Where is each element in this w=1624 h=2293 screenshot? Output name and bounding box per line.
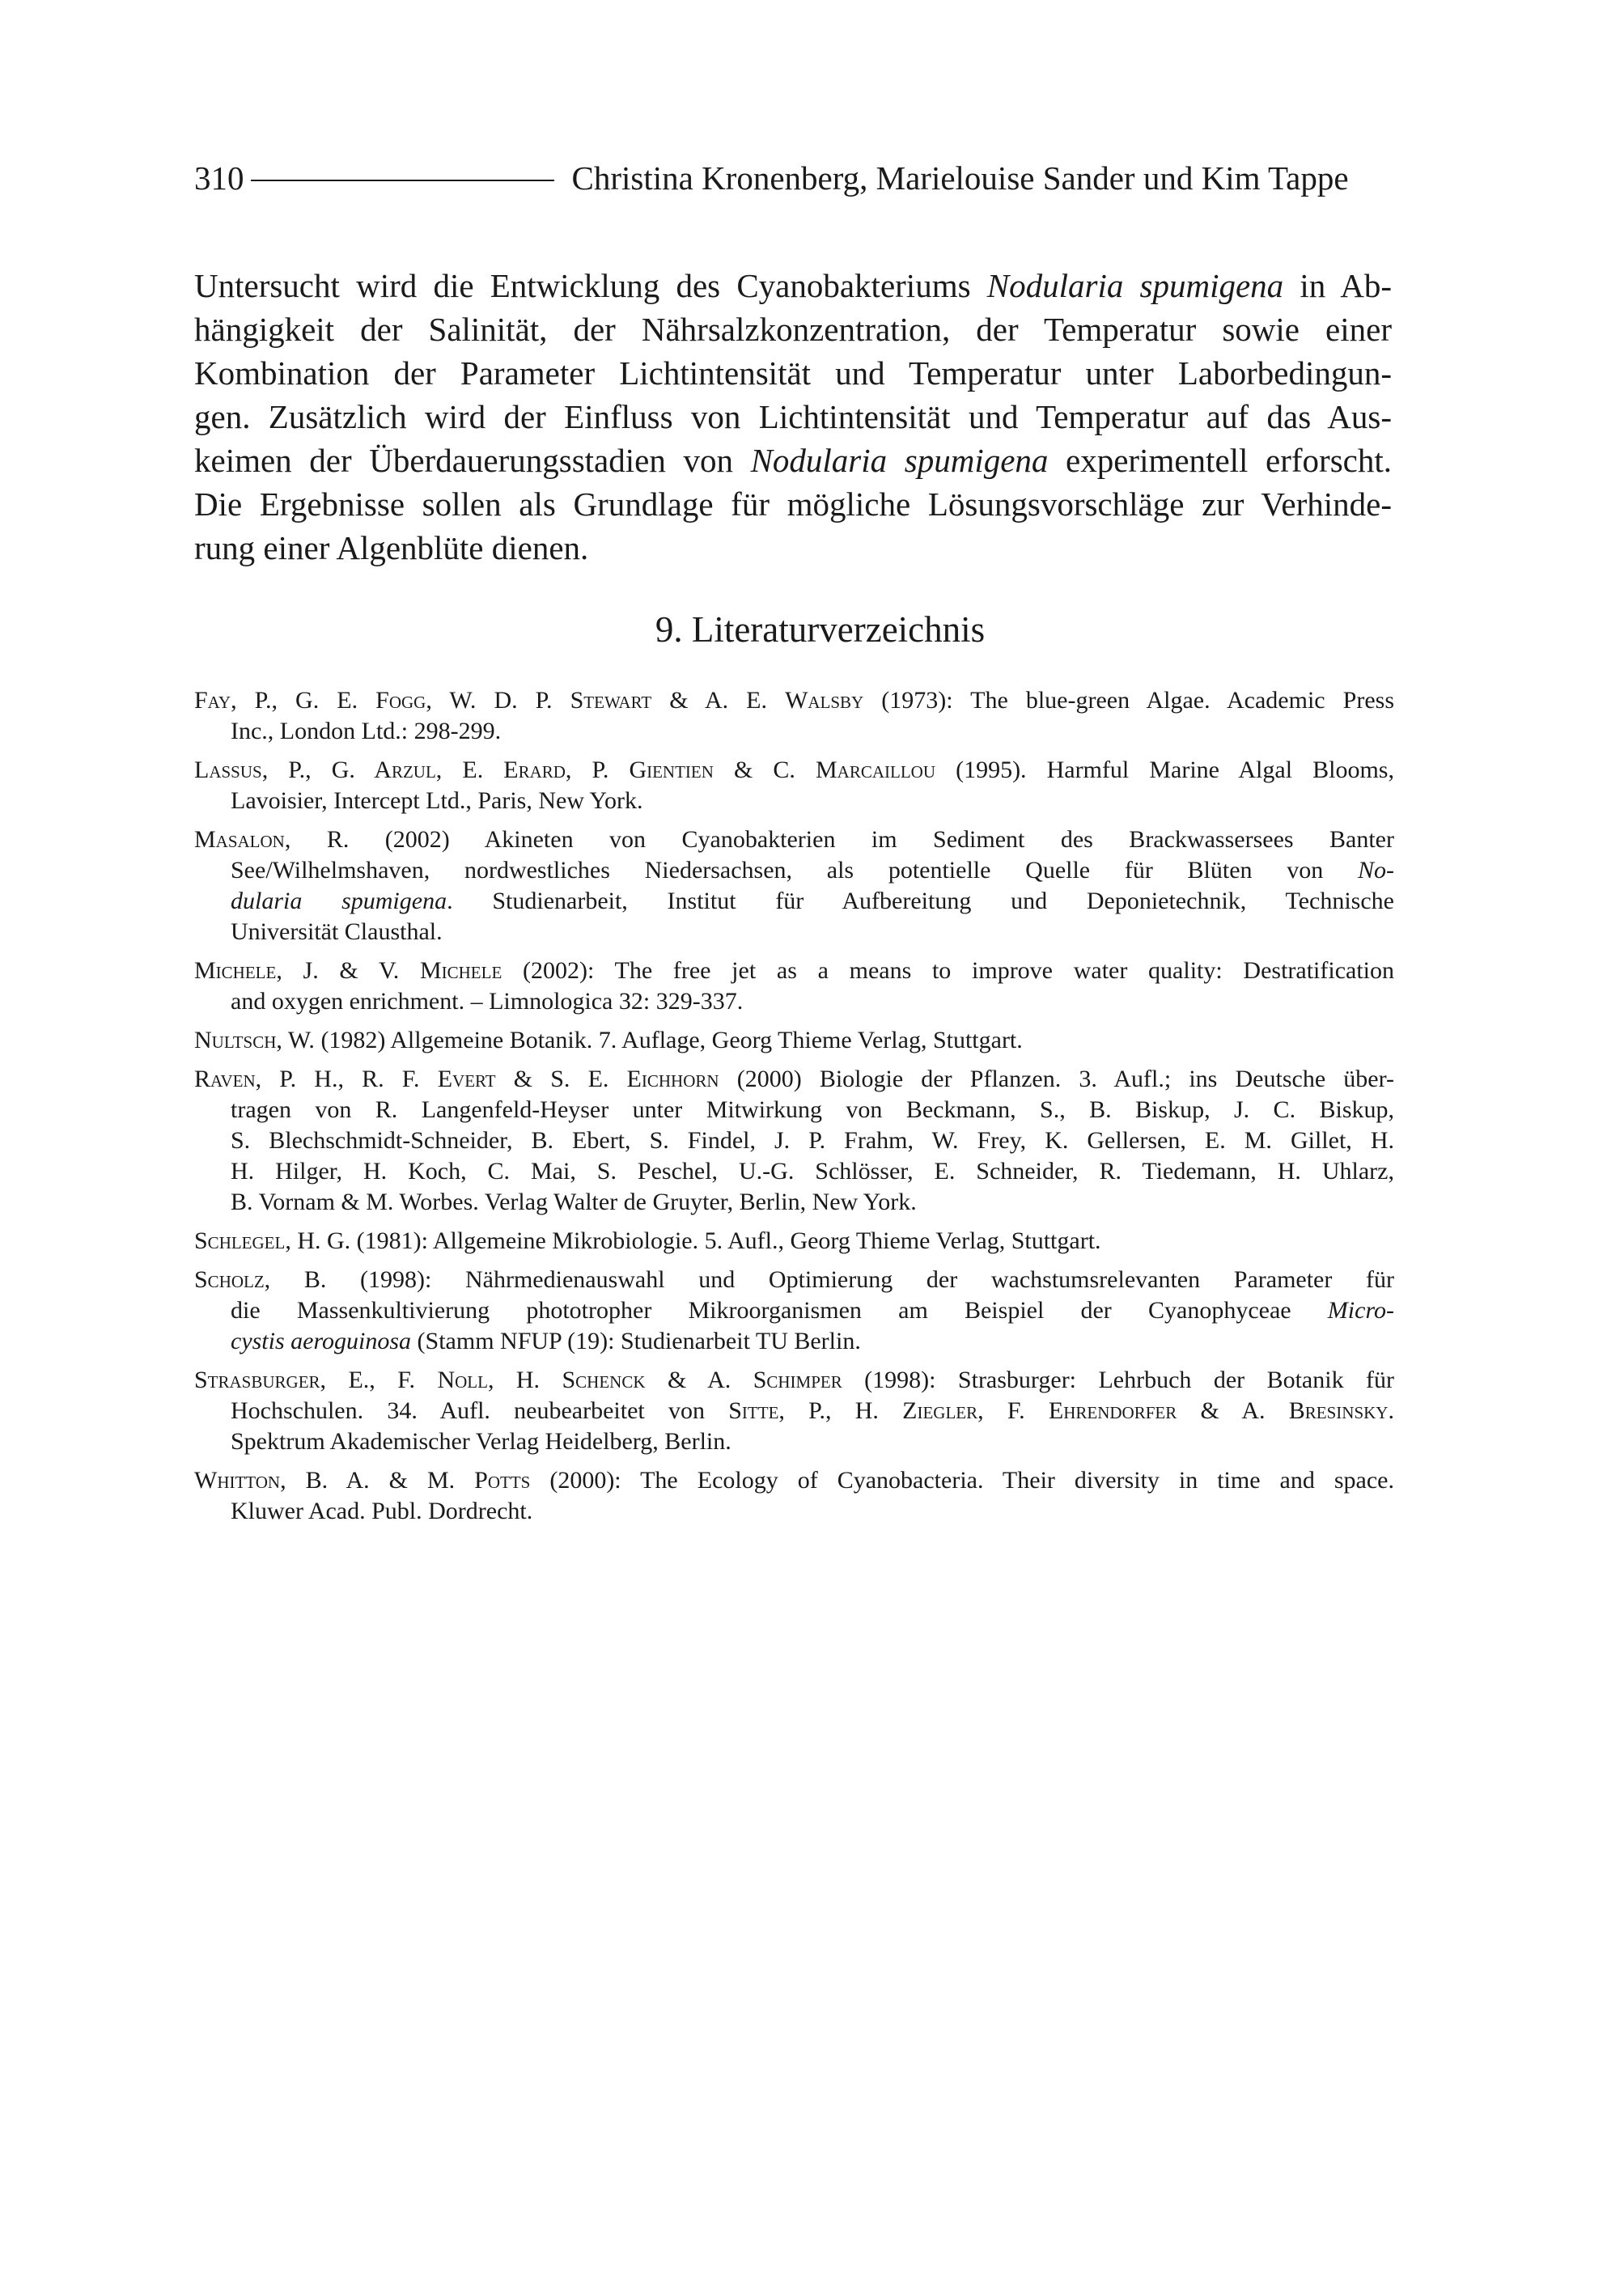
reference-text: (1981): Allgemeine Mikrobiologie. 5. Aufl., Georg Thieme Verlag, Stuttgart. (350, 1227, 1101, 1254)
reference-text: (2000) Biologie der Pflanzen. 3. Aufl.; ins Deutsche über- (719, 1066, 1394, 1092)
reference-text: (Stamm NFUP (19): Studienarbeit TU Berlin. (411, 1328, 861, 1354)
reference-text: & M. (369, 1467, 475, 1494)
author-names: Nultsch, W. (194, 1027, 315, 1053)
reference-text: . Studienarbeit, Institut für Aufbereitung und Deponietechnik, Technische (447, 888, 1394, 914)
reference-line (194, 1064, 1394, 1095)
reference-line (231, 855, 1394, 886)
reference-line (194, 1465, 1394, 1496)
reference-line (194, 685, 1394, 716)
reference-text: (2000): The Ecology of Cyanobacteria. Their diversity in time and space. (530, 1467, 1394, 1494)
reference-text: . (1388, 1397, 1394, 1424)
reference-text: (1998): Strasburger: Lehrbuch der Botanik für (842, 1367, 1394, 1393)
author-names: Michele (419, 957, 502, 984)
author-names: Bresinsky (1288, 1397, 1389, 1424)
reference-entry (194, 755, 1394, 816)
reference-text: B. Vornam & M. Worbes. Verlag Walter de Gruyter, Berlin, New York. (231, 1189, 917, 1215)
body-text-run: in Ab- (1283, 267, 1392, 304)
reference-line (194, 956, 1394, 986)
reference-entry (194, 824, 1394, 947)
body-text-run: keimen der Überdauerungsstadien von (194, 442, 751, 479)
reference-line (231, 917, 1394, 947)
reference-line (231, 986, 1394, 1017)
author-names: Sitte, P., H. Ziegler, F. Ehrendorfer (728, 1397, 1177, 1424)
reference-line (231, 716, 1394, 747)
body-text-run: rung einer Algenblüte dienen. (194, 529, 589, 566)
italic-title: Micro- (1327, 1297, 1394, 1324)
body-text-run: Kombination der Parameter Lichtintensität und Temperatur unter Laborbedingun- (194, 354, 1392, 392)
species-name: Nodularia spumigena (750, 442, 1049, 479)
reference-line (231, 1426, 1394, 1457)
reference-text: & S. E. (495, 1066, 627, 1092)
reference-entry (194, 1064, 1394, 1218)
reference-entry (194, 1025, 1394, 1056)
body-text-run: Die Ergebnisse sollen als Grundlage für mögliche Lösungsvorschläge zur Verhinde- (194, 485, 1392, 523)
reference-text: Hochschulen. 34. Aufl. neubearbeitet von (231, 1397, 729, 1424)
reference-text: H. Hilger, H. Koch, C. Mai, S. Peschel, U.-G. Schlösser, E. Schneider, R. Tiedemann, H. Uhlarz, (231, 1158, 1394, 1185)
reference-line (194, 1265, 1394, 1295)
reference-text: (2002): The free jet as a means to improve water quality: Destratification (502, 957, 1395, 984)
page-header (194, 159, 1392, 197)
reference-list (194, 685, 1395, 1535)
reference-text: & A. (645, 1367, 753, 1393)
reference-text: Lavoisier, Intercept Ltd., Paris, New York. (231, 787, 643, 814)
reference-text: & A. (1177, 1397, 1289, 1424)
reference-line (231, 1396, 1394, 1426)
reference-line (231, 1156, 1394, 1187)
reference-text: (1982) Allgemeine Botanik. 7. Auflage, Georg Thieme Verlag, Stuttgart. (314, 1027, 1023, 1053)
author-names: Raven, P. H., R. F. Evert (194, 1066, 496, 1092)
author-names: Eichhorn (626, 1066, 719, 1092)
reference-entry (194, 1365, 1394, 1457)
reference-entry (194, 1465, 1394, 1527)
body-line (194, 264, 1392, 307)
page-number: 310 (194, 159, 244, 197)
running-title: Christina Kronenberg, Marielouise Sander und Kim Tappe (571, 159, 1349, 197)
reference-line (194, 824, 1394, 855)
author-names: Masalon, R. (194, 826, 350, 853)
reference-text: & A. E. (651, 687, 786, 714)
author-names: Walsby (785, 687, 864, 714)
author-names: Lassus, P., G. Arzul, E. Erard, P. Gientien (194, 757, 714, 783)
reference-line (194, 1025, 1394, 1056)
reference-text: & V. (318, 957, 420, 984)
reference-text: tragen von R. Langenfeld-Heyser unter Mitwirkung von Beckmann, S., B. Biskup, J. C. Biskup, (231, 1096, 1394, 1123)
author-names: Michele, J. (194, 957, 319, 984)
reference-text: (1998): Nährmedienauswahl und Optimierung der wachstumsrelevanten Parameter für (326, 1266, 1395, 1293)
italic-title: dularia spumigena (231, 888, 447, 914)
reference-text: S. Blechschmidt-Schneider, B. Ebert, S. Findel, J. P. Frahm, W. Frey, K. Gellersen, E. M. Gillet, H. (231, 1127, 1394, 1154)
body-line (194, 526, 1392, 570)
reference-text: (2002) Akineten von Cyanobakterien im Sediment des Brackwassersees Banter (349, 826, 1394, 853)
body-line (194, 351, 1392, 395)
reference-text: & C. (713, 757, 816, 783)
reference-line (194, 1365, 1394, 1396)
body-text-run: gen. Zusätzlich wird der Einfluss von Lichtintensität und Temperatur auf das Aus- (194, 398, 1392, 435)
reference-line (194, 755, 1394, 786)
header-rule (251, 180, 554, 181)
reference-entry (194, 1265, 1395, 1357)
body-paragraph (194, 264, 1392, 570)
species-name: Nodularia spumigena (986, 267, 1284, 304)
body-text-run: Untersucht wird die Entwicklung des Cyanobakteriums (194, 267, 987, 304)
reference-entry (194, 956, 1395, 1017)
reference-line (231, 886, 1394, 917)
italic-title: cystis aeroguinosa (231, 1328, 412, 1354)
reference-text: Spektrum Akademischer Verlag Heidelberg, Berlin. (231, 1428, 731, 1455)
body-line (194, 482, 1392, 526)
reference-text: (1995). Harmful Marine Algal Blooms, (935, 757, 1394, 783)
body-text-run: hängigkeit der Salinität, der Nährsalzkonzentration, der Temperatur sowie einer (194, 311, 1392, 348)
body-line (194, 307, 1392, 351)
reference-line (231, 1326, 1394, 1357)
reference-text: See/Wilhelmshaven, nordwestliches Niedersachsen, als potentielle Quelle für Blüten von (231, 857, 1358, 884)
author-names: Schimper (753, 1367, 842, 1393)
author-names: Potts (474, 1467, 531, 1494)
reference-text: Inc., London Ltd.: 298-299. (231, 718, 502, 744)
reference-text: die Massenkultivierung phototropher Mikroorganismen am Beispiel der Cyanophyceae (231, 1297, 1328, 1324)
reference-line (231, 786, 1394, 816)
reference-text: Universität Clausthal. (231, 918, 443, 945)
body-line (194, 395, 1392, 439)
italic-title: No- (1358, 857, 1394, 884)
reference-line (231, 1295, 1394, 1326)
reference-text: and oxygen enrichment. – Limnologica 32: 329-337. (231, 988, 744, 1015)
body-text-run: experimentell erforscht. (1048, 442, 1392, 479)
reference-line (231, 1095, 1394, 1125)
body-line (194, 439, 1392, 482)
author-names: Whitton, B. A. (194, 1467, 370, 1494)
author-names: Schlegel, H. G. (194, 1227, 351, 1254)
reference-line (194, 1226, 1394, 1257)
reference-text: (1973): The blue-green Algae. Academic Press (863, 687, 1394, 714)
section-heading: 9. Literaturverzeichnis (655, 609, 986, 650)
reference-line (231, 1125, 1394, 1156)
reference-line (231, 1496, 1394, 1527)
author-names: Strasburger, E., F. Noll, H. Schenck (194, 1367, 646, 1393)
author-names: Scholz, B. (194, 1266, 327, 1293)
reference-entry (194, 685, 1394, 747)
author-names: Fay, P., G. E. Fogg, W. D. P. Stewart (194, 687, 652, 714)
reference-text: Kluwer Acad. Publ. Dordrecht. (231, 1498, 533, 1524)
reference-entry (194, 1226, 1394, 1257)
author-names: Marcaillou (816, 757, 935, 783)
reference-line (231, 1187, 1394, 1218)
